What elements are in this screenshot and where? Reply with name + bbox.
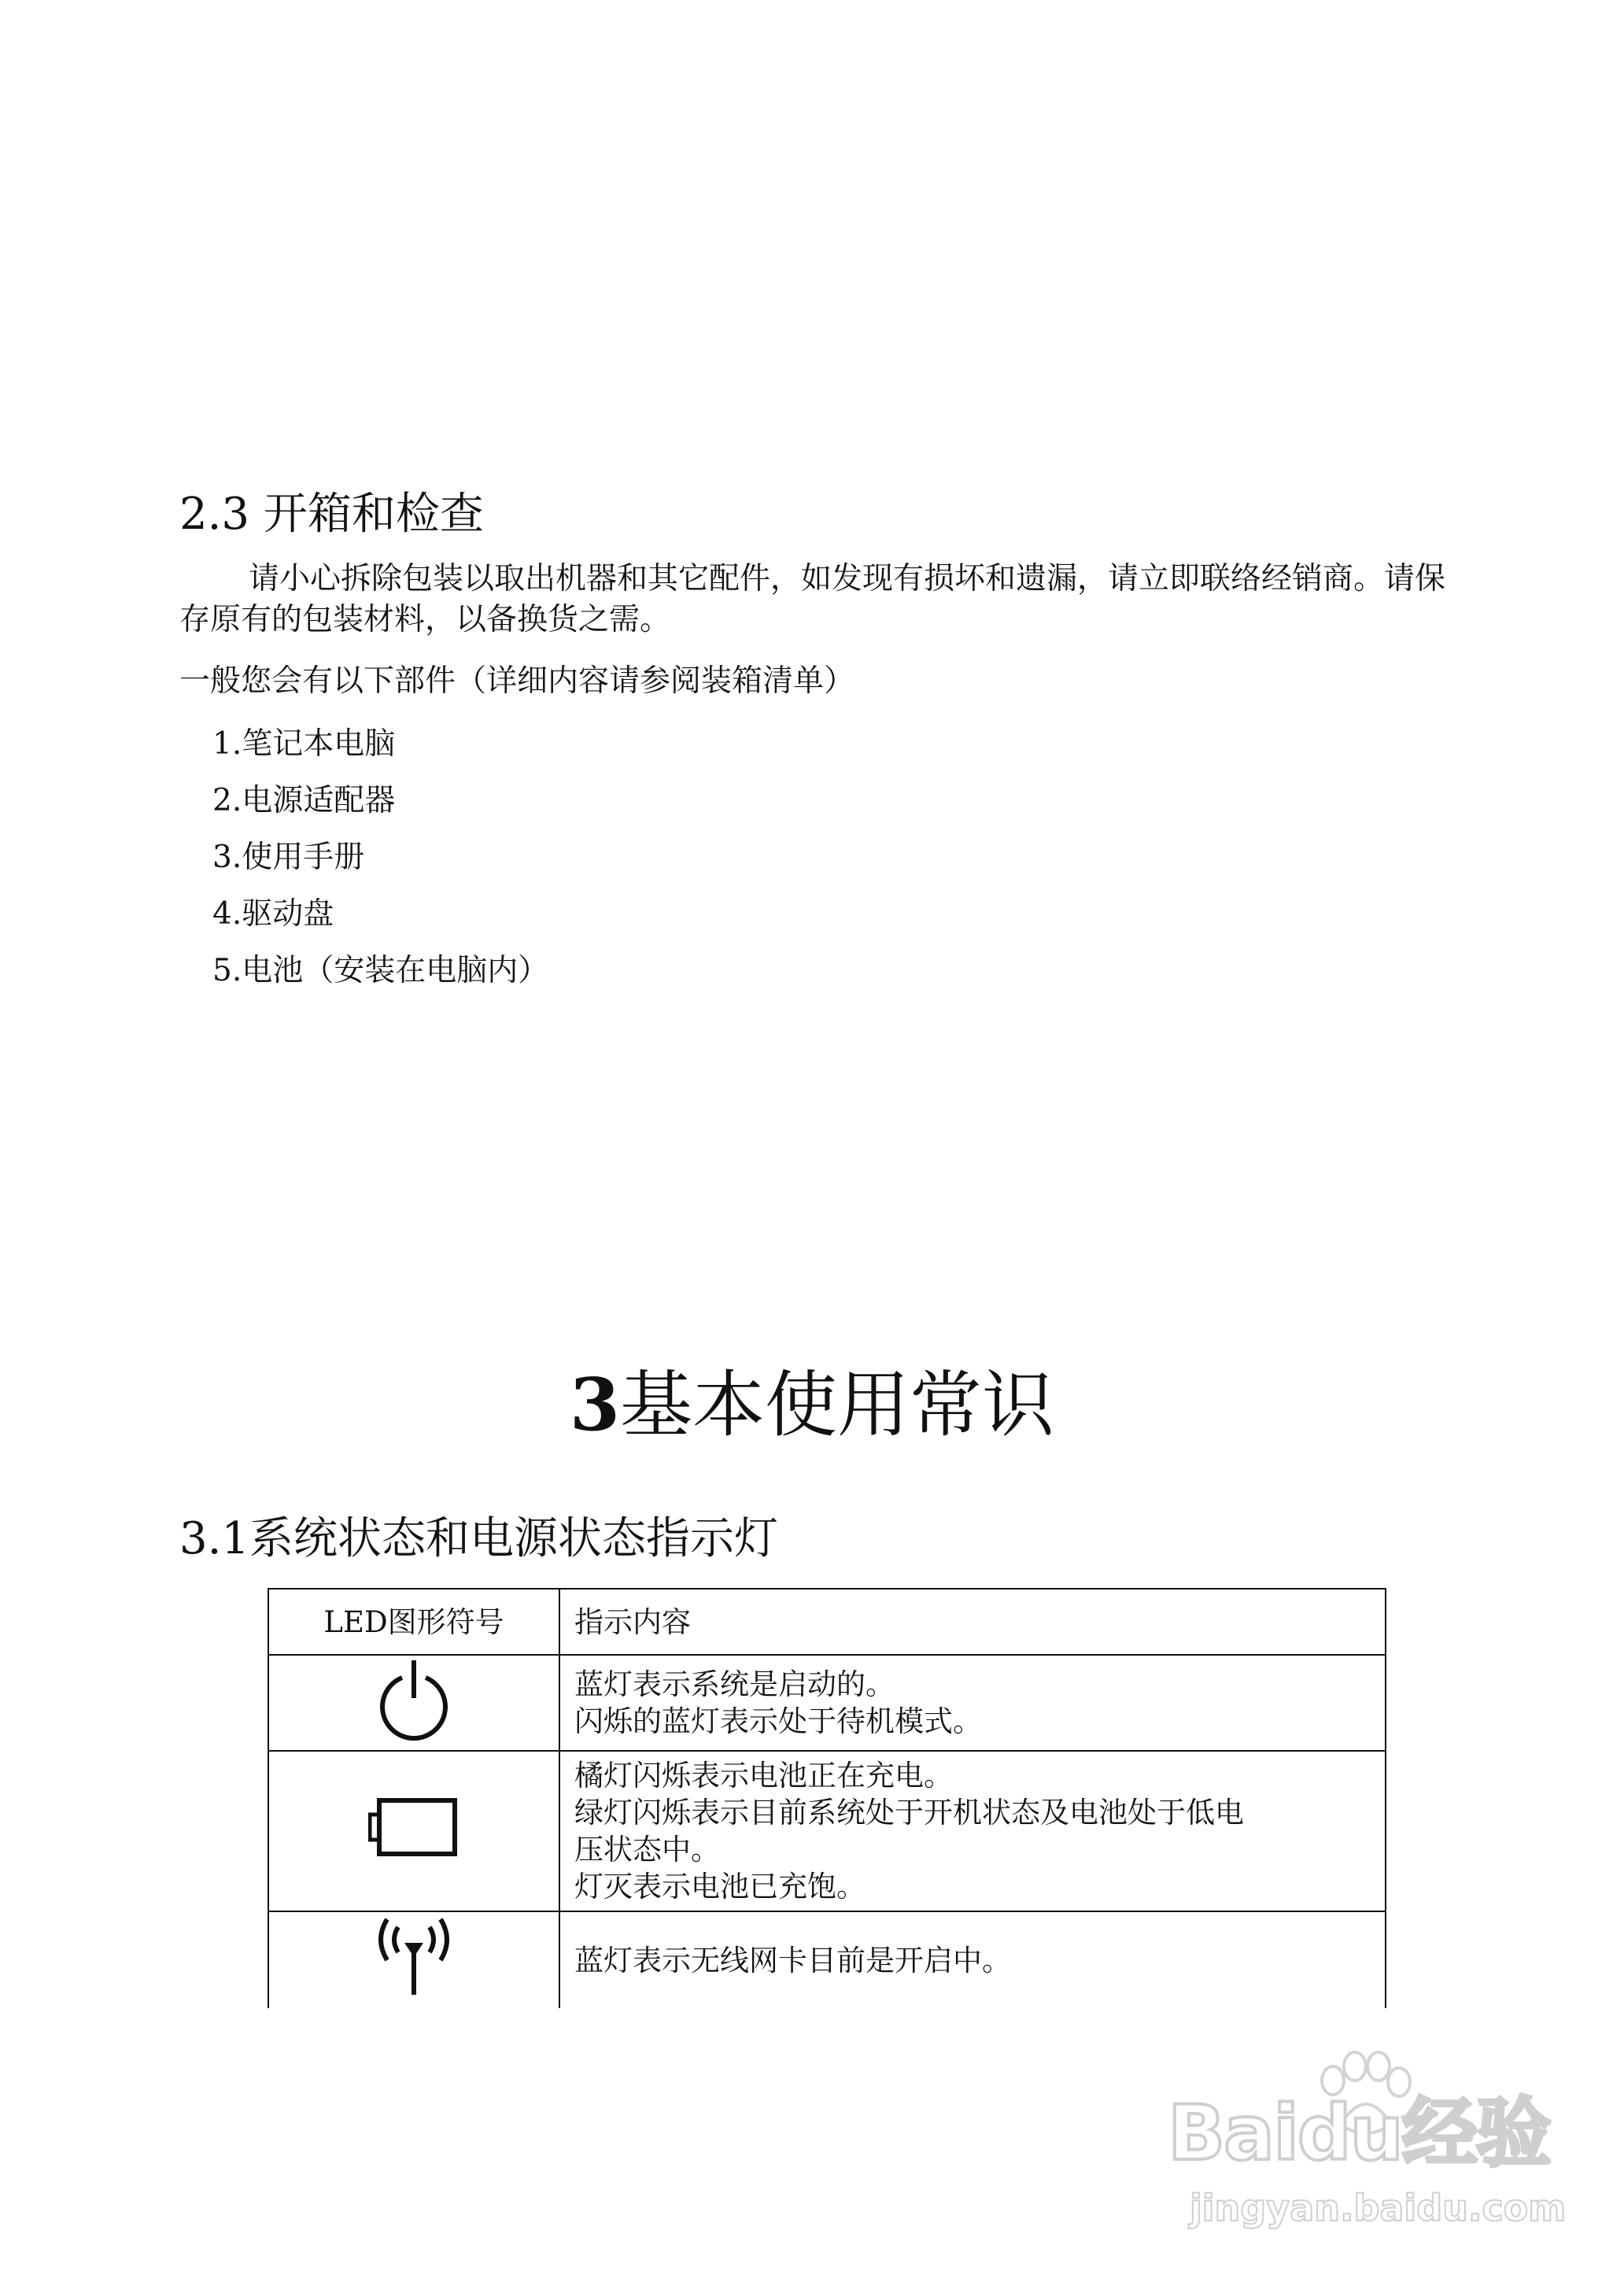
description-line: 压状态中。 (574, 1833, 720, 1867)
table-header-content: 指示内容 (559, 1589, 1386, 1655)
description-line: 灯灭表示电池已充饱。 (574, 1870, 866, 1903)
watermark-brand: Baidu经验 (1168, 2089, 1550, 2177)
table-cell-description (559, 1751, 1386, 1911)
watermark-url: jingyan.baidu.com (1190, 2187, 1567, 2229)
table-cell-icon (268, 1911, 559, 2008)
table-cell-icon (268, 1655, 559, 1751)
chapter-number: 3 (569, 1362, 620, 1447)
description-line: 橘灯闪烁表示电池正在充电。 (574, 1759, 953, 1793)
description-line: 蓝灯表示无线网卡目前是开启中。 (574, 1943, 1011, 1977)
chapter-title (0, 1357, 1624, 1453)
table-header-symbol: LED图形符号 (268, 1589, 559, 1655)
table-cell-description (559, 1911, 1386, 2008)
table-row (268, 1655, 1386, 1751)
chapter-title-text: 基本使用常识 (620, 1363, 1055, 1447)
table-cell-icon (268, 1751, 559, 1911)
unpacking-paragraph: 请小心拆除包装以取出机器和其它配件，如发现有损坏和遗漏，请立即联络经销商。请保存原有的包装材料，以备换货之需。 (179, 561, 1446, 637)
list-item: 3.使用手册 (212, 840, 365, 875)
description-line: 蓝灯表示系统是启动的。 (574, 1667, 895, 1701)
table-row (268, 1751, 1386, 1911)
baidu-jingyan-watermark (1168, 2077, 1577, 2243)
parts-list (212, 716, 548, 999)
list-item: 1.笔记本电脑 (212, 726, 396, 762)
list-item: 5.电池（安装在电脑内） (212, 953, 549, 988)
table-row (268, 1911, 1386, 2008)
wireless-antenna-icon (367, 1913, 461, 2008)
power-icon (371, 1657, 457, 1749)
description-line: 绿灯闪烁表示目前系统处于开机状态及电池处于低电 (574, 1796, 1244, 1830)
table-header-row (268, 1589, 1386, 1655)
led-indicator-table (268, 1588, 1386, 2008)
battery-icon (368, 1796, 460, 1867)
section-3-1-title: 3.1系统状态和电源状态指示灯 (179, 1513, 779, 1564)
section-2-3-title: 2.3 开箱和检查 (179, 489, 484, 540)
description-line: 闪烁的蓝灯表示处于待机模式。 (574, 1704, 982, 1738)
parts-intro: 一般您会有以下部件（详细内容请参阅装箱清单） (179, 663, 855, 699)
table-cell-description (559, 1655, 1386, 1751)
list-item: 4.驱动盘 (212, 896, 334, 932)
list-item: 2.电源适配器 (212, 783, 396, 818)
